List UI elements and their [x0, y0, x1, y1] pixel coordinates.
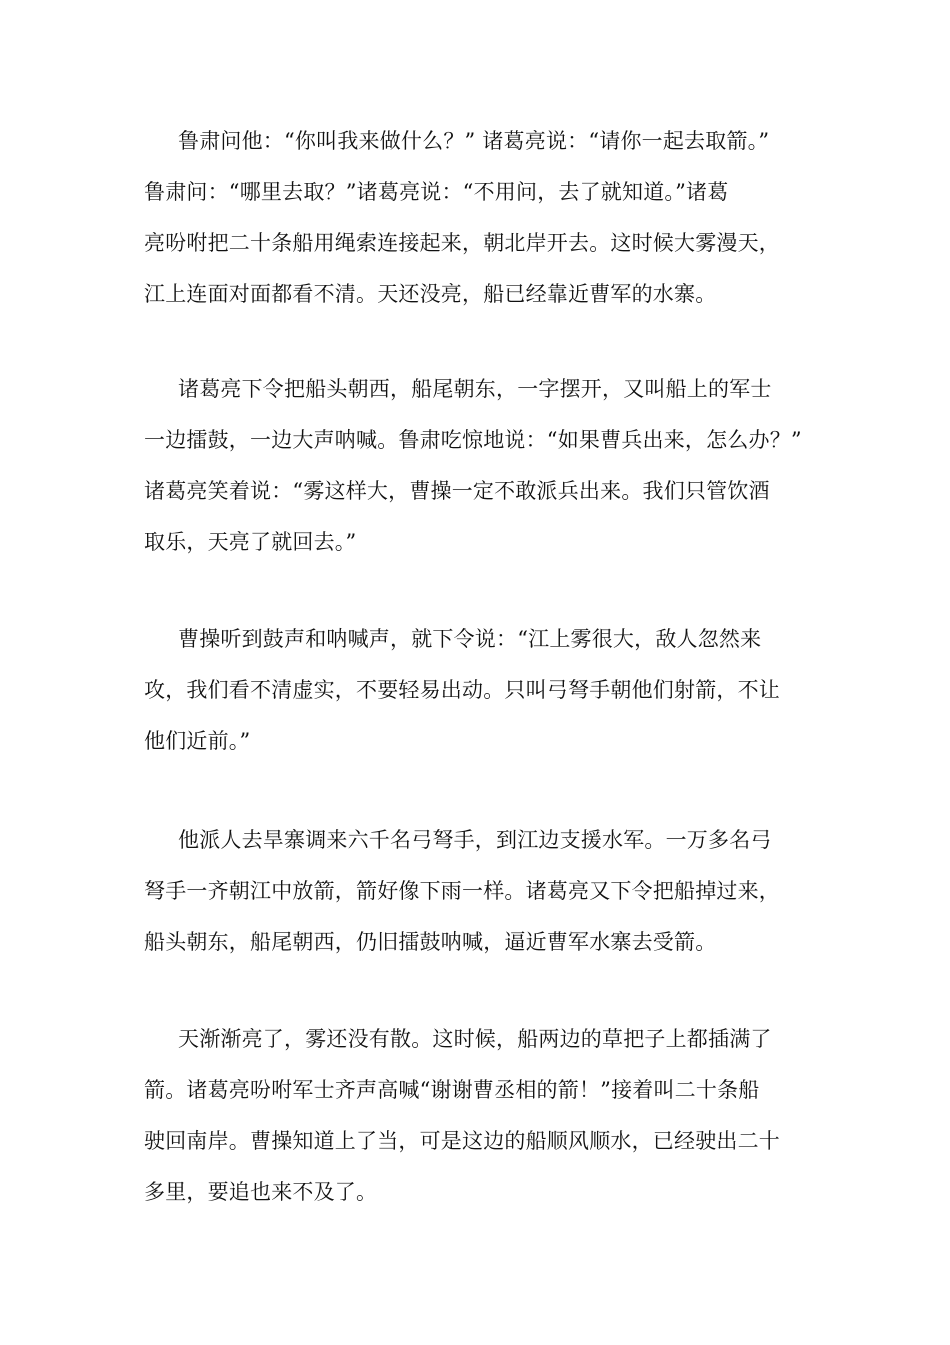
- paragraph-2-line-1: 诸葛亮下令把船头朝西，船尾朝东，一字摆开，又叫船上的军士: [178, 377, 772, 401]
- paragraph-4-line-2: 弩手一齐朝江中放箭，箭好像下雨一样。诸葛亮又下令把船掉过来，: [144, 879, 780, 903]
- paragraph-3-line-1: 曹操听到鼓声和呐喊声，就下令说：“江上雾很大，敌人忽然来: [178, 627, 762, 651]
- paragraph-2-line-3: 诸葛亮笑着说：“雾这样大，曹操一定不敢派兵出来。我们只管饮酒: [144, 479, 770, 503]
- paragraph-1-line-3: 亮吩咐把二十条船用绳索连接起来，朝北岸开去。这时候大雾漫天，: [144, 231, 780, 255]
- paragraph-1-line-2: 鲁肃问：“哪里去取？”诸葛亮说：“不用问，去了就知道。”诸葛: [144, 180, 729, 204]
- paragraph-4-line-3: 船头朝东，船尾朝西，仍旧擂鼓呐喊，逼近曹军水寨去受箭。: [144, 930, 717, 954]
- paragraph-5-line-3: 驶回南岸。曹操知道上了当，可是这边的船顺风顺水，已经驶出二十: [144, 1129, 780, 1153]
- paragraph-1-line-1: 鲁肃问他：“你叫我来做什么？” 诸葛亮说：“请你一起去取箭。”: [178, 129, 770, 153]
- paragraph-5-line-1: 天渐渐亮了，雾还没有散。这时候，船两边的草把子上都插满了: [178, 1027, 772, 1051]
- paragraph-5-line-4: 多里，要追也来不及了。: [144, 1180, 378, 1204]
- paragraph-5-line-2: 箭。诸葛亮吩咐军士齐声高喊“谢谢曹丞相的箭！”接着叫二十条船: [144, 1078, 760, 1102]
- paragraph-4-line-1: 他派人去旱寨调来六千名弓弩手，到江边支援水军。一万多名弓: [178, 828, 772, 852]
- paragraph-1-line-4: 江上连面对面都看不清。天还没亮，船已经靠近曹军的水寨。: [144, 282, 717, 306]
- paragraph-3-line-3: 他们近前。”: [144, 729, 251, 753]
- paragraph-2-line-4: 取乐，天亮了就回去。”: [144, 530, 357, 554]
- paragraph-2-line-2: 一边擂鼓，一边大声呐喊。鲁肃吃惊地说：“如果曹兵出来，怎么办？”: [144, 428, 802, 452]
- paragraph-3-line-2: 攻，我们看不清虚实，不要轻易出动。只叫弓弩手朝他们射箭，不让: [144, 678, 780, 702]
